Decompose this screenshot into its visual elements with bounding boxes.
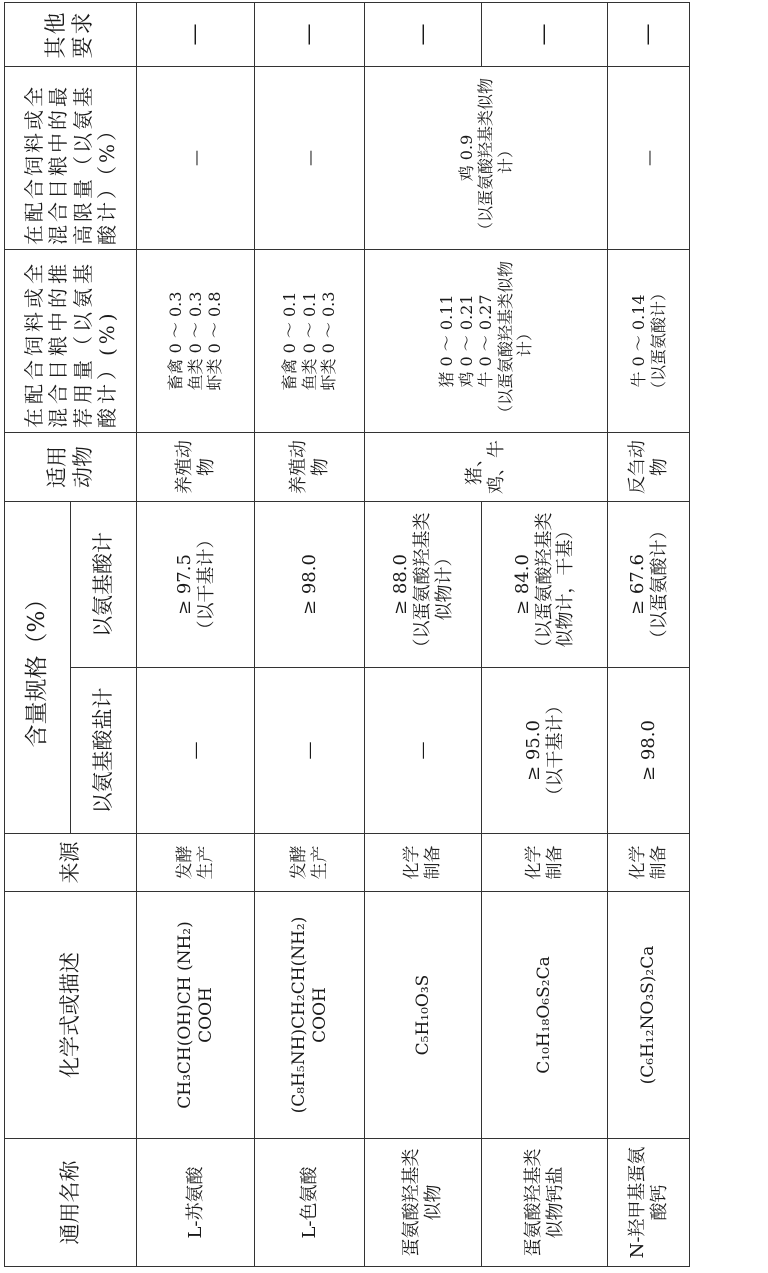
- header-source: 来源: [5, 834, 137, 892]
- cell-formula: C₁₀H₁₈O₆S₂Ca: [482, 892, 608, 1139]
- table-row: [137, 3, 255, 1267]
- cell-max-limit: —: [255, 67, 365, 250]
- cell-usage: 畜禽 0 ～ 0.1 鱼类 0 ～ 0.1 虾类 0 ～ 0.3: [255, 250, 365, 433]
- header-content-spec: 含量规格（%）: [5, 502, 71, 834]
- cell-as-amino-acid: ≥ 97.5 （以干基计）: [137, 502, 255, 668]
- header-recommended-usage: 在配合饲料或全混合日粮中的推荐用量（以氨基酸计）(%): [5, 250, 137, 433]
- header-name: 通用名称: [5, 1139, 137, 1267]
- cell-source: 发酵生产: [137, 834, 255, 892]
- cell-name: L-色氨酸: [255, 1139, 365, 1267]
- cell-name: L-苏氨酸: [137, 1139, 255, 1267]
- table-row: [608, 3, 690, 1267]
- cell-name: N-羟甲基蛋氨酸钙: [608, 1139, 690, 1267]
- cell-source: 化学制备: [365, 834, 482, 892]
- cell-as-salt: —: [137, 668, 255, 834]
- cell-as-amino-acid: ≥ 88.0 （以蛋氨酸羟基类似物计）: [365, 502, 482, 668]
- cell-max-limit: —: [608, 67, 690, 250]
- cell-animals: 反刍动物: [608, 433, 690, 502]
- cell-formula: (C₆H₁₂NO₃S)₂Ca: [608, 892, 690, 1139]
- cell-as-salt: —: [365, 668, 482, 834]
- cell-as-salt: —: [255, 668, 365, 834]
- header-max-limit: 在配合饲料或全混合日粮中的最高限量（以氨基酸计）（%）: [5, 67, 137, 250]
- cell-animals: 猪、鸡、牛: [365, 433, 608, 502]
- cell-usage: 牛 0 ～ 0.14 （以蛋氨酸计）: [608, 250, 690, 433]
- header-as-amino-acid: 以氨基酸计: [71, 502, 137, 668]
- cell-max-limit: —: [137, 67, 255, 250]
- cell-name: 蛋氨酸羟基类似物: [365, 1139, 482, 1267]
- cell-as-amino-acid: ≥ 98.0: [255, 502, 365, 668]
- table-row: [255, 3, 365, 1267]
- header-row-top: [5, 3, 71, 1267]
- cell-name: 蛋氨酸羟基类似物钙盐: [482, 1139, 608, 1267]
- cell-as-salt: ≥ 95.0 （以干基计）: [482, 668, 608, 834]
- table-row: [365, 3, 482, 1267]
- cell-source: 化学制备: [482, 834, 608, 892]
- cell-other: —: [608, 3, 690, 67]
- cell-source: 化学制备: [608, 834, 690, 892]
- cell-animals: 养殖动物: [255, 433, 365, 502]
- cell-as-amino-acid: ≥ 84.0 （以蛋氨酸羟基类似物计，干基）: [482, 502, 608, 668]
- cell-formula: C₅H₁₀O₃S: [365, 892, 482, 1139]
- cell-animals: 养殖动物: [137, 433, 255, 502]
- header-formula: 化学式或描述: [5, 892, 137, 1139]
- cell-other: —: [137, 3, 255, 67]
- header-as-salt: 以氨基酸盐计: [71, 668, 137, 834]
- cell-source: 发酵生产: [255, 834, 365, 892]
- cell-other: —: [482, 3, 608, 67]
- cell-as-salt: ≥ 98.0: [608, 668, 690, 834]
- cell-usage: 猪 0 ～ 0.11 鸡 0 ～ 0.21 牛 0 ～ 0.27 （以蛋氨酸羟基类似物计）: [365, 250, 608, 433]
- cell-usage: 畜禽 0 ～ 0.3 鱼类 0 ～ 0.3 虾类 0 ～ 0.8: [137, 250, 255, 433]
- cell-max-limit: 鸡 0.9 （以蛋氨酸羟基类似物计）: [365, 67, 608, 250]
- cell-other: —: [255, 3, 365, 67]
- cell-formula: CH₃CH(OH)CH (NH₂) COOH: [137, 892, 255, 1139]
- cell-other: —: [365, 3, 482, 67]
- cell-as-amino-acid: ≥ 67.6 （以蛋氨酸计）: [608, 502, 690, 668]
- cell-formula: (C₈H₅NH)CH₂CH(NH₂) COOH: [255, 892, 365, 1139]
- amino-acid-spec-table: [4, 2, 690, 1267]
- header-animals: 适用动物: [5, 433, 137, 502]
- header-other: 其他要求: [5, 3, 137, 67]
